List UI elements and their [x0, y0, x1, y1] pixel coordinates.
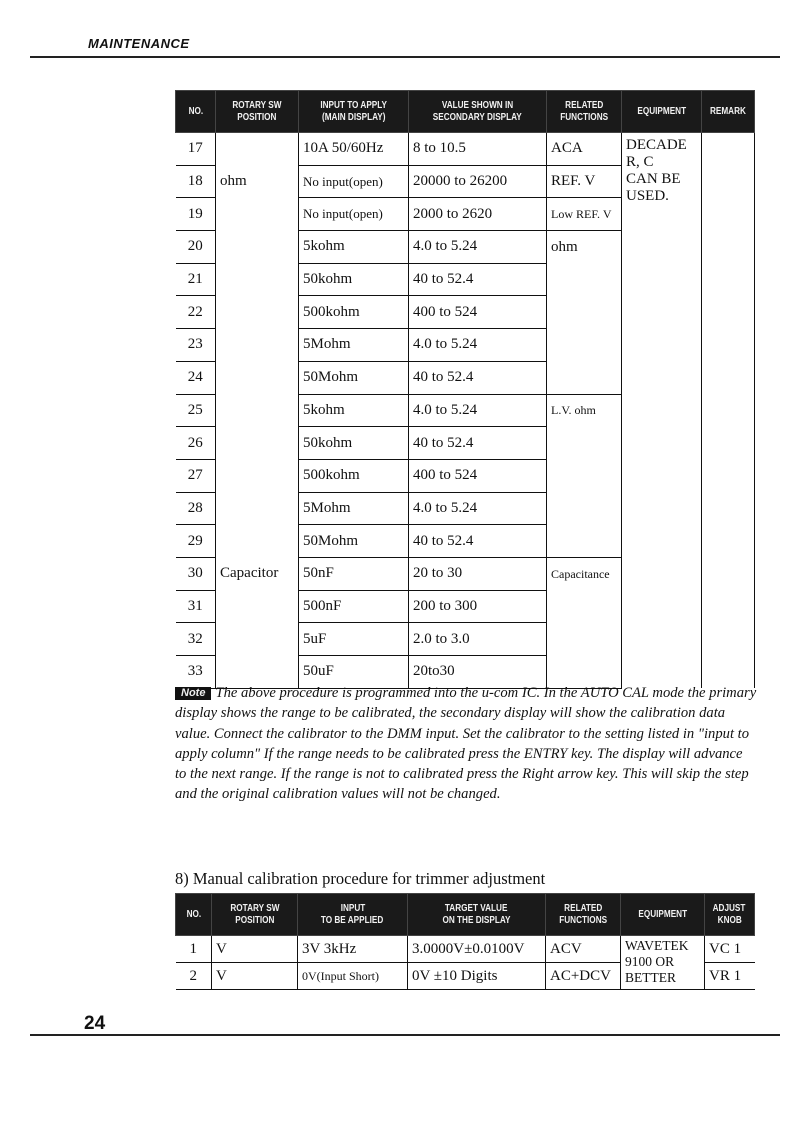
input-cell: 50uF [299, 656, 409, 689]
equipment-cell [622, 133, 702, 689]
related-cell: ACA [547, 133, 622, 166]
row-number: 20 [176, 231, 216, 264]
rotary-cell [216, 361, 299, 394]
procedure-note [175, 683, 757, 805]
related-cell: L.V. ohm [547, 394, 622, 427]
row-number: 32 [176, 623, 216, 656]
rotary-cell [216, 427, 299, 460]
rotary-cell: ohm [216, 165, 299, 198]
input-cell: 50nF [299, 557, 409, 590]
rotary-cell [216, 590, 299, 623]
value-cell: 200 to 300 [409, 590, 547, 623]
manual-header-input: INPUT TO BE APPLIED [298, 894, 408, 936]
row-number: 18 [176, 165, 216, 198]
manual-header-adjust: ADJUST KNOB [705, 894, 755, 936]
input-cell: 5kohm [299, 394, 409, 427]
row-number: 17 [176, 133, 216, 166]
manual-header-target: TARGET VALUE ON THE DISPLAY [408, 894, 546, 936]
equipment-cell [621, 936, 705, 990]
manual-header-no: NO. [176, 894, 212, 936]
input-cell: 500kohm [299, 459, 409, 492]
equipment-line: CAN BE [626, 171, 681, 187]
manual-header-equipment: EQUIPMENT [621, 894, 705, 936]
input-cell: 50kohm [299, 263, 409, 296]
value-cell: 40 to 52.4 [409, 525, 547, 558]
related-cell [547, 492, 622, 525]
input-cell: 5Mohm [299, 492, 409, 525]
row-number: 28 [176, 492, 216, 525]
input-cell: 500nF [299, 590, 409, 623]
related-cell: REF. V [547, 165, 622, 198]
rotary-cell: V [212, 936, 298, 963]
equipment-line: USED. [626, 188, 669, 204]
equipment-line: WAVETEK [625, 938, 689, 953]
header-no: NO. [176, 91, 216, 133]
value-cell: 20to30 [409, 656, 547, 689]
page-number: 24 [84, 1013, 106, 1034]
value-cell: 4.0 to 5.24 [409, 394, 547, 427]
value-cell: 2.0 to 3.0 [409, 623, 547, 656]
related-cell [547, 329, 622, 362]
adjust-knob-cell: VR 1 [705, 963, 755, 990]
value-cell: 40 to 52.4 [409, 263, 547, 296]
equipment-line: BETTER [625, 970, 676, 985]
value-cell: 8 to 10.5 [409, 133, 547, 166]
input-cell: 50Mohm [299, 361, 409, 394]
value-cell: 40 to 52.4 [409, 361, 547, 394]
row-number: 24 [176, 361, 216, 394]
rotary-cell [216, 394, 299, 427]
related-cell [547, 263, 622, 296]
value-cell: 40 to 52.4 [409, 427, 547, 460]
row-number: 33 [176, 656, 216, 689]
value-cell: 4.0 to 5.24 [409, 492, 547, 525]
value-cell: 400 to 524 [409, 459, 547, 492]
header-input: INPUT TO APPLY (MAIN DISPLAY) [299, 91, 409, 133]
manual-header-related: RELATED FUNCTIONS [546, 894, 621, 936]
row-number: 23 [176, 329, 216, 362]
calibration-table [175, 90, 755, 689]
header-value: VALUE SHOWN IN SECONDARY DISPLAY [409, 91, 547, 133]
rotary-cell [216, 525, 299, 558]
value-cell: 400 to 524 [409, 296, 547, 329]
rotary-cell [216, 133, 299, 166]
rotary-cell: V [212, 963, 298, 990]
related-cell: AC+DCV [546, 963, 621, 990]
rotary-cell [216, 231, 299, 264]
header-related: RELATED FUNCTIONS [547, 91, 622, 133]
rotary-cell: Capacitor [216, 557, 299, 590]
header-rule [30, 56, 780, 58]
remark-cell [702, 133, 755, 689]
row-number: 29 [176, 525, 216, 558]
equipment-line: DECADE [626, 137, 687, 153]
equipment-line: R, C [626, 154, 654, 170]
rotary-cell [216, 296, 299, 329]
rotary-cell [216, 198, 299, 231]
rotary-cell [216, 263, 299, 296]
value-cell: 2000 to 2620 [409, 198, 547, 231]
value-cell: 20000 to 26200 [409, 165, 547, 198]
input-cell: No input(open) [299, 165, 409, 198]
manual-calibration-heading: 8) Manual calibration procedure for trimmer adjustment [175, 869, 546, 888]
row-number: 26 [176, 427, 216, 460]
note-text: The above procedure is programmed into the u-com IC. In the AUTO CAL mode the primary display shows the range to be calibrated, the secondary display will show the calibration data value. Connect the calibrator to the DMM input. Set the calibrator to the setting listed in "input to apply column" If the range needs to be calibrated press the ENTRY key. The display will advance to the next range. If the range is not to calibrated press the Right arrow key. This will skip the step and the original calibration values will not be changed. [175, 685, 757, 803]
row-number: 21 [176, 263, 216, 296]
target-cell: 3.0000V±0.0100V [408, 936, 546, 963]
row-number: 30 [176, 557, 216, 590]
input-cell: 50Mohm [299, 525, 409, 558]
value-cell: 4.0 to 5.24 [409, 231, 547, 264]
related-cell [547, 361, 622, 394]
table-row [176, 133, 755, 166]
adjust-knob-cell: VC 1 [705, 936, 755, 963]
related-cell [547, 459, 622, 492]
table-row [176, 936, 755, 963]
manual-calibration-table [175, 893, 755, 990]
input-cell: No input(open) [299, 198, 409, 231]
input-cell: 5kohm [299, 231, 409, 264]
rotary-cell [216, 459, 299, 492]
rotary-cell [216, 329, 299, 362]
row-number: 31 [176, 590, 216, 623]
rotary-cell [216, 623, 299, 656]
header-rotary: ROTARY SW POSITION [216, 91, 299, 133]
header-remark: REMARK [702, 91, 755, 133]
input-cell: 5Mohm [299, 329, 409, 362]
related-cell [547, 427, 622, 460]
related-cell: Capacitance [547, 557, 622, 590]
input-cell: 500kohm [299, 296, 409, 329]
target-cell: 0V ±10 Digits [408, 963, 546, 990]
row-number: 2 [176, 963, 212, 990]
input-cell: 0V(Input Short) [298, 963, 408, 990]
rotary-cell [216, 492, 299, 525]
related-cell: Low REF. V [547, 198, 622, 231]
related-cell [547, 623, 622, 656]
footer-rule [30, 1034, 780, 1036]
row-number: 22 [176, 296, 216, 329]
note-badge: Note [175, 687, 211, 700]
input-cell: 5uF [299, 623, 409, 656]
related-cell [547, 296, 622, 329]
input-cell: 3V 3kHz [298, 936, 408, 963]
row-number: 19 [176, 198, 216, 231]
header-equipment: EQUIPMENT [622, 91, 702, 133]
input-cell: 50kohm [299, 427, 409, 460]
related-cell [547, 590, 622, 623]
row-number: 25 [176, 394, 216, 427]
related-cell [547, 525, 622, 558]
equipment-line: 9100 OR [625, 954, 675, 969]
row-number: 1 [176, 936, 212, 963]
manual-header-rotary: ROTARY SW POSITION [212, 894, 298, 936]
row-number: 27 [176, 459, 216, 492]
related-cell: ohm [547, 231, 622, 264]
value-cell: 20 to 30 [409, 557, 547, 590]
section-title: MAINTENANCE [88, 36, 190, 51]
related-cell: ACV [546, 936, 621, 963]
value-cell: 4.0 to 5.24 [409, 329, 547, 362]
input-cell: 10A 50/60Hz [299, 133, 409, 166]
